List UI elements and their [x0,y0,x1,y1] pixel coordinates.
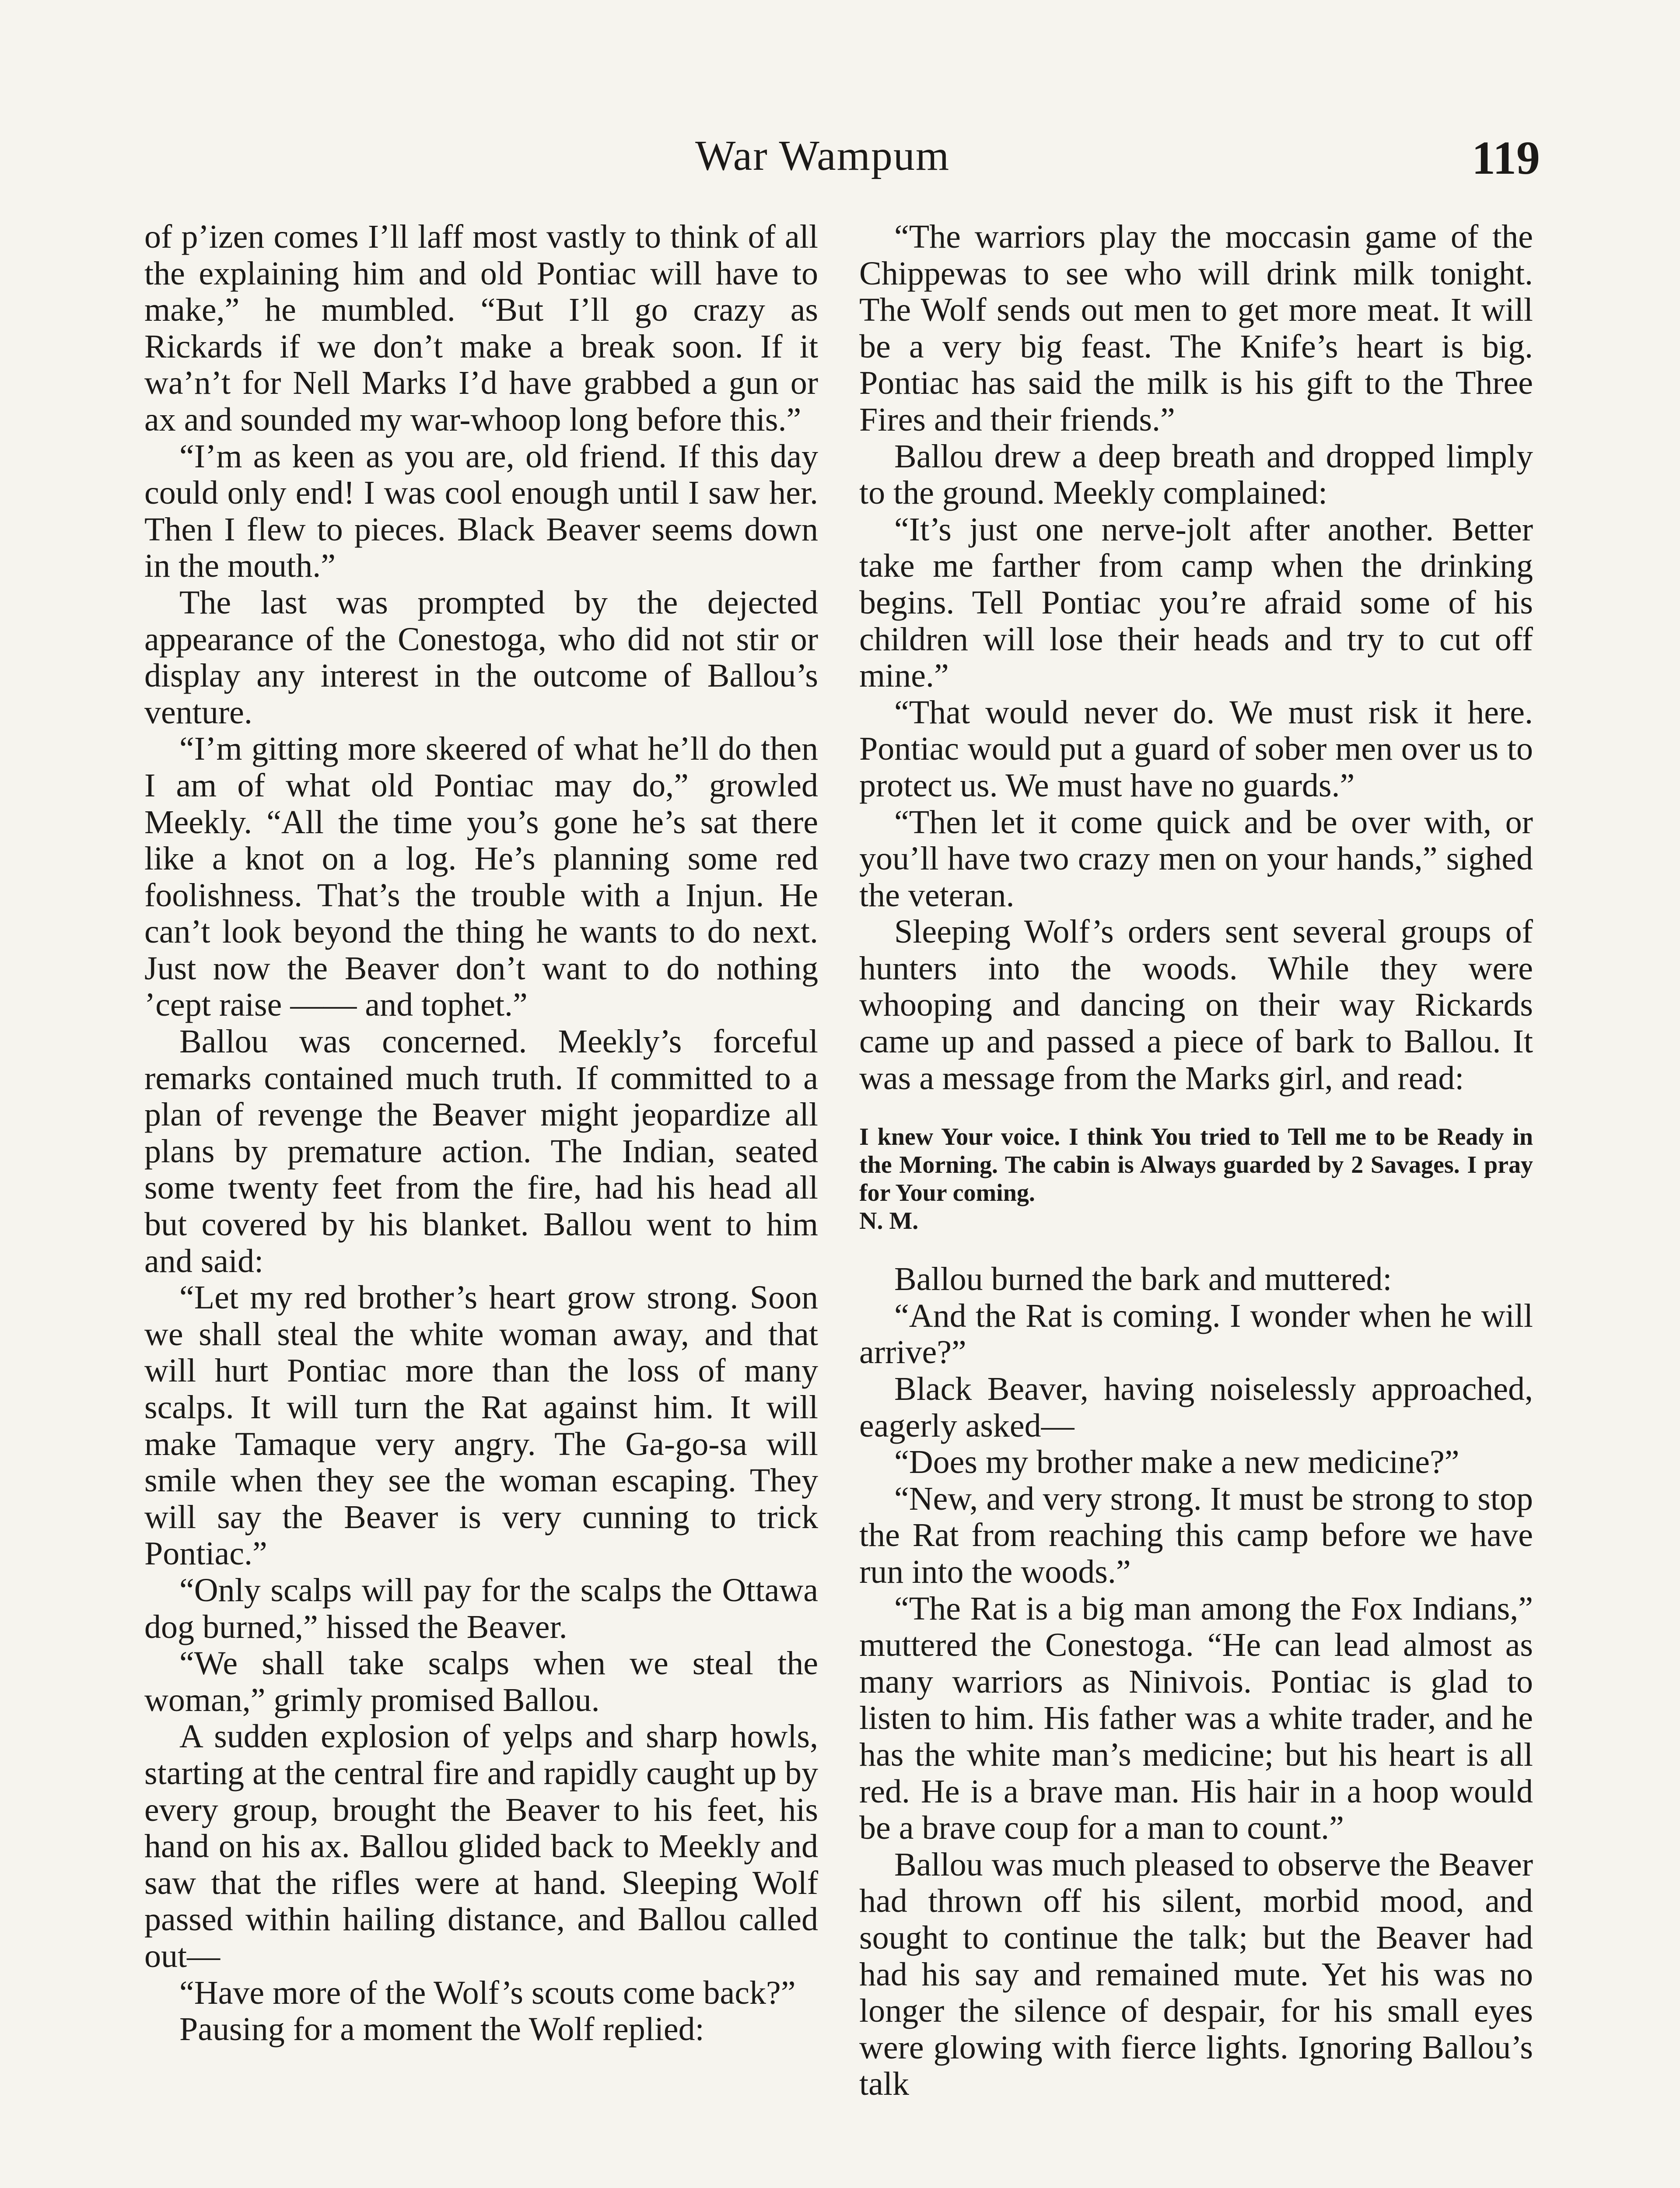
paragraph: Ballou drew a deep breath and dropped limply to the ground. Meekly complained: [859,438,1533,512]
paragraph: “It’s just one nerve-jolt after another. Better take me farther from camp when the drinking begins. Tell Pontiac you’re afraid some of his children will lose their heads and try to cut off mine.” [859,511,1533,694]
paragraph: “Then let it come quick and be over with, or you’ll have two crazy men on your hands,” sighed the veteran. [859,803,1533,914]
paragraph: Ballou burned the bark and muttered: [894,1261,1392,1298]
paragraph: Black Beaver, having noiselessly approached, eagerly asked— [859,1371,1533,1444]
page-header [0,131,1680,188]
left-column [144,219,818,2048]
paragraph: “Does my brother make a new medicine?” [894,1444,1460,1481]
bark-message-body: I knew Your voice. I think You tried to Tell me to be Ready in the Morning. The cabin is Always guarded by 2 Savages. I pray for Your coming. [859,1123,1533,1207]
bark-message-signature: N. M. [859,1207,919,1235]
paragraph: “I’m as keen as you are, old friend. If this day could only end! I was cool enough until I saw her. Then I flew to pieces. Black Beaver seems down in the mouth.” [144,438,818,585]
right-column [859,219,1533,2103]
paragraph: “Only scalps will pay for the scalps the Ottawa dog burned,” hissed the Beaver. [144,1571,818,1645]
paragraph: Ballou was concerned. Meekly’s forceful remarks contained much truth. If committed to a plan of revenge the Beaver might jeopardize all plans by premature action. The Indian, seated some twenty feet from the fire, had his head all but covered by his blanket. Ballou went to him and said: [144,1023,818,1280]
paragraph: of p’izen comes I’ll laff most vastly to think of all the explaining him and old Pontiac will have to make,” he mumbled. “But I’ll go crazy as Rickards if we don’t make a break soon. If it wa’n’t for Nell Marks I’d have grabbed a gun or ax and sounded my war-whoop long before this.” [144,218,818,438]
paragraph: “And the Rat is coming. I wonder when he will arrive?” [859,1297,1533,1371]
paragraph: “The warriors play the moccasin game of the Chippewas to see who will drink milk tonight. The Wolf sends out men to get more meat. It will be a very big feast. The Knife’s heart is big. Pontiac has said the milk is his gift to the Three Fires and their friends.” [859,218,1533,438]
paragraph: “Have more of the Wolf’s scouts come back?” [179,1974,796,2011]
paragraph: Pausing for a moment the Wolf replied: [179,2011,704,2048]
paragraph: “That would never do. We must risk it here. Pontiac would put a guard of sober men over us to protect us. We must have no guards.” [859,694,1533,804]
page-number: 119 [1471,132,1540,184]
paragraph: A sudden explosion of yelps and sharp howls, starting at the central fire and rapidly caught up by every group, brought the Beaver to his feet, his hand on his ax. Ballou glided back to Meekly and saw that the rifles were at hand. Sleeping Wolf passed within hailing distance, and Ballou called out— [144,1718,818,1974]
paragraph: Sleeping Wolf’s orders sent several groups of hunters into the woods. While they were whooping and dancing on their way Rickards came up and passed a piece of bark to Ballou. It was a message from the Marks girl, and read: [859,913,1533,1097]
paragraph: “The Rat is a big man among the Fox Indians,” muttered the Conestoga. “He can lead almost as many warriors as Ninivois. Pontiac is glad to listen to him. His father was a white trader, and he has the white man’s medicine; but his heart is all red. He is a brave man. His hair in a hoop would be a brave coup for a man to count.” [859,1590,1533,1847]
paragraph: “We shall take scalps when we steal the woman,” grimly promised Ballou. [144,1645,818,1718]
paragraph: “New, and very strong. It must be strong to stop the Rat from reaching this camp before we have run into the woods.” [859,1480,1533,1590]
paragraph: Ballou was much pleased to observe the Beaver had thrown off his silent, morbid mood, and sought to continue the talk; but the Beaver had had his say and remained mute. Yet his was no longer the silence of despair, for his small eyes were glowing with fierce lights. Ignoring Ballou’s talk [859,1846,1533,2103]
bark-message [859,1123,1533,1235]
paragraph: “I’m gitting more skeered of what he’ll do then I am of what old Pontiac may do,” growled Meekly. “All the time you’s gone he’s sat there like a knot on a log. He’s planning some red foolishness. That’s the trouble with a Injun. He can’t look beyond the thing he wants to do next. Just now the Beaver don’t want to do nothing ’cept raise —— and tophet.” [144,730,818,1024]
paragraph: “Let my red brother’s heart grow strong. Soon we shall steal the white woman away, and that will hurt Pontiac more than the loss of many scalps. It will turn the Rat against him. It will make Tamaque very angry. The Ga-go-sa will smile when they see the woman escaping. They will say the Beaver is very cunning to trick Pontiac.” [144,1279,818,1572]
running-title: War Wampum [695,132,950,179]
paragraph: The last was prompted by the dejected appearance of the Conestoga, who did not stir or display any interest in the outcome of Ballou’s venture. [144,584,818,731]
